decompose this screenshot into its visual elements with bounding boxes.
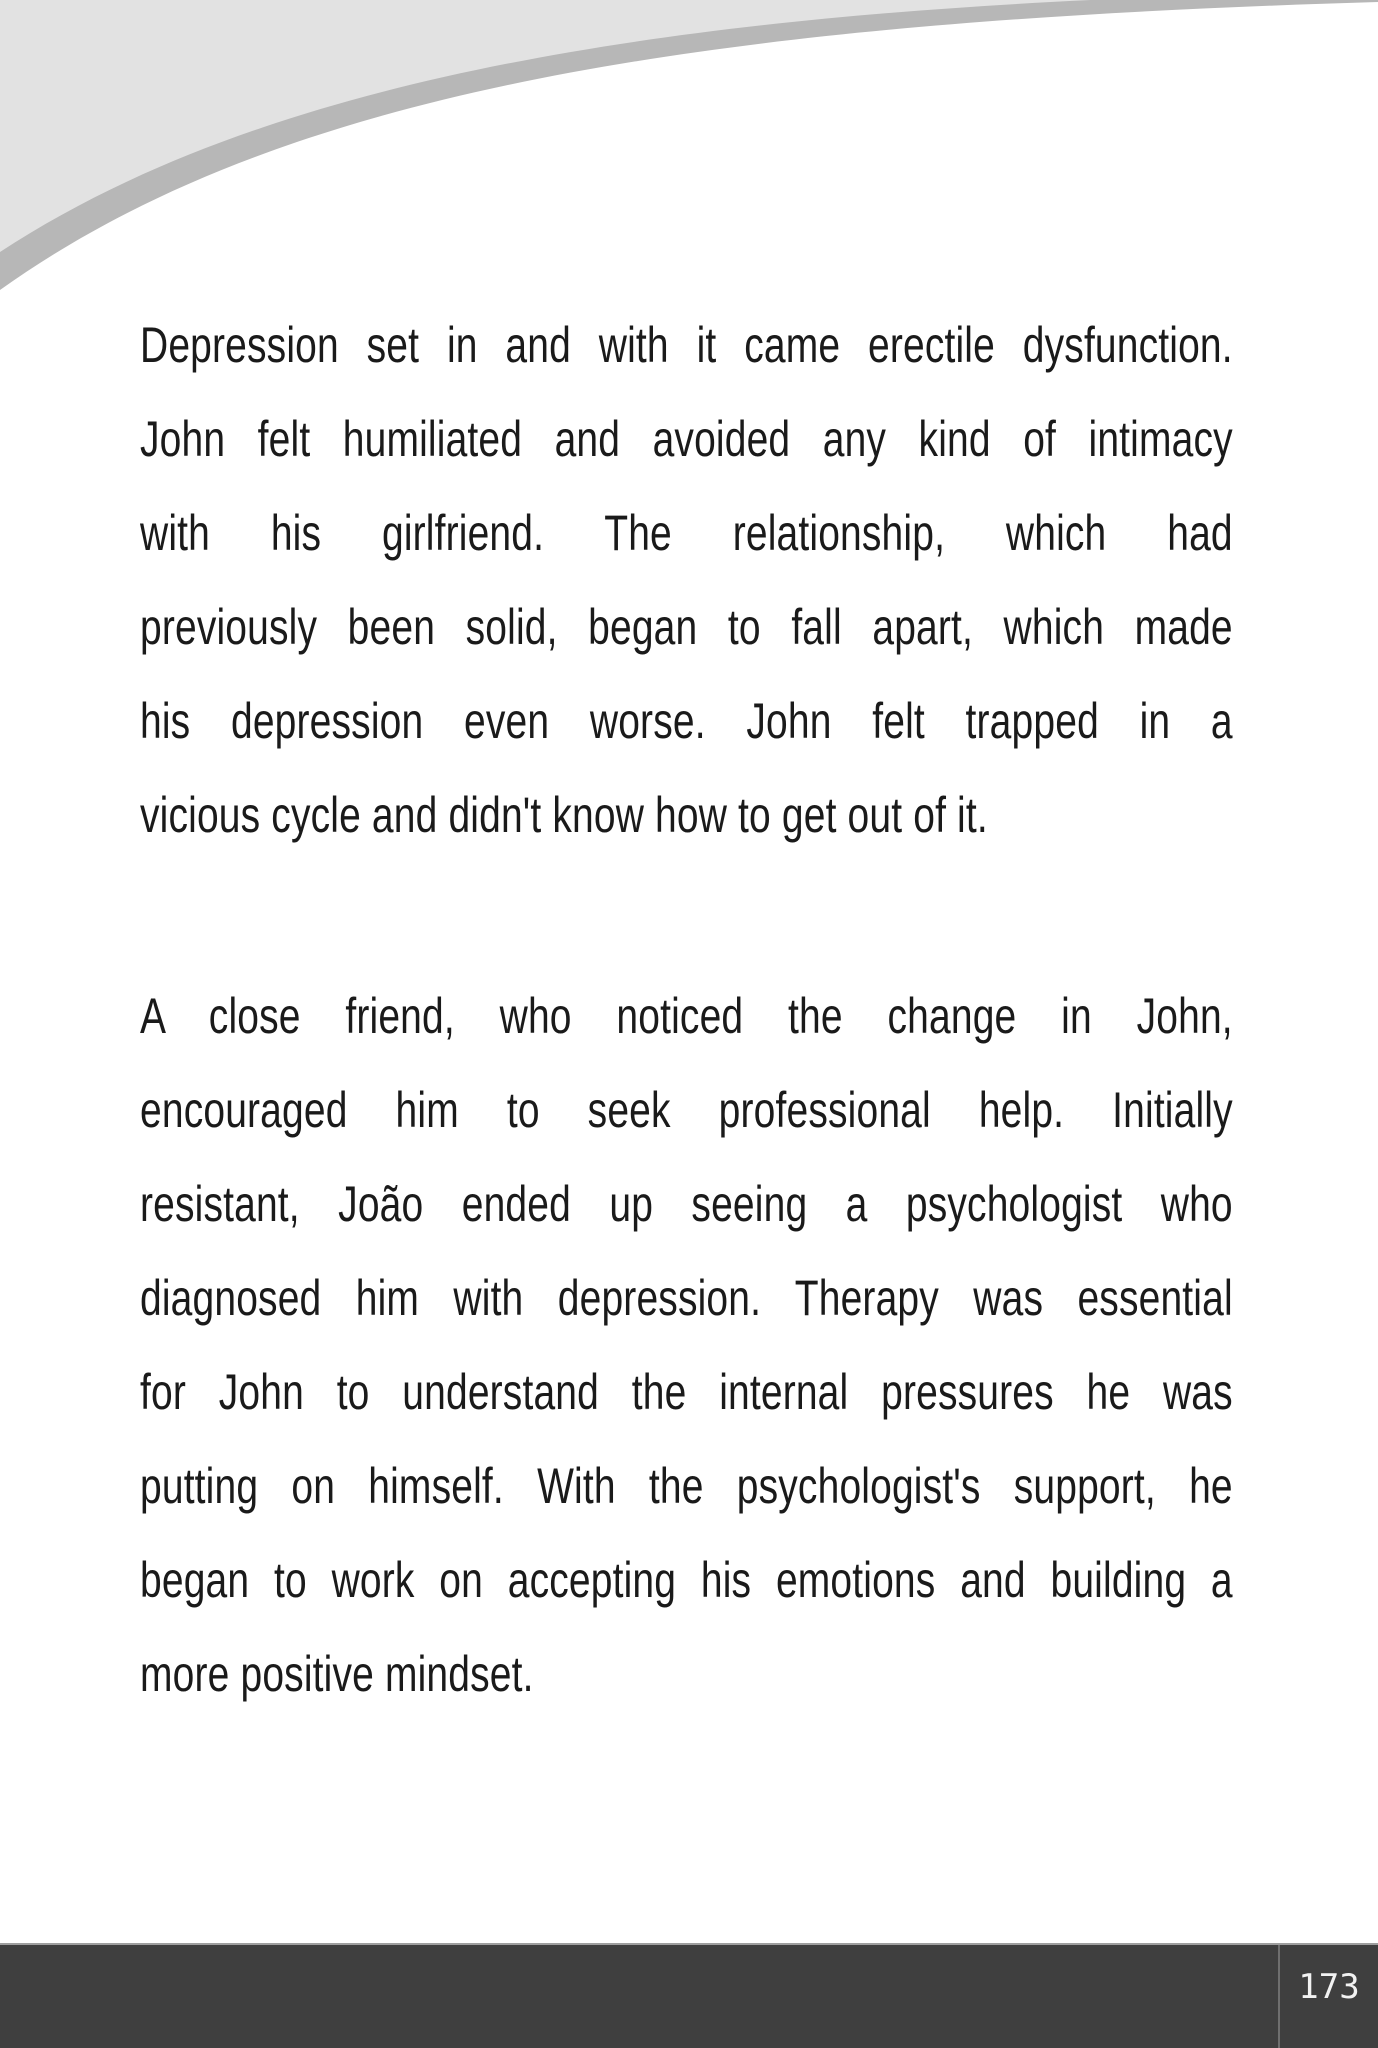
corner-swoosh-graphic bbox=[0, 0, 1378, 300]
text-line: putting on himself. With the psychologist's support, he bbox=[140, 1458, 1233, 1514]
text-line: encouraged him to seek professional help. Initially bbox=[140, 1082, 1233, 1138]
paragraph-2 bbox=[140, 969, 1233, 1721]
footer-bar bbox=[0, 1943, 1378, 2048]
page-number: 173 bbox=[1298, 1966, 1360, 2007]
footer-left-area bbox=[0, 1945, 1278, 2048]
page-number-cell bbox=[1278, 1945, 1378, 2048]
page-text bbox=[140, 298, 1233, 1721]
text-line: his depression even worse. John felt trapped in a bbox=[140, 693, 1233, 749]
text-line: Depression set in and with it came erectile dysfunction. bbox=[140, 317, 1233, 373]
text-line: for John to understand the internal pressures he was bbox=[140, 1364, 1233, 1420]
text-line: with his girlfriend. The relationship, which had bbox=[140, 505, 1233, 561]
text-line: diagnosed him with depression. Therapy was essential bbox=[140, 1270, 1233, 1326]
text-line: began to work on accepting his emotions and building a bbox=[140, 1552, 1233, 1608]
swoosh-light-shape bbox=[0, 0, 1250, 252]
text-line: previously been solid, began to fall apart, which made bbox=[140, 599, 1233, 655]
text-line: vicious cycle and didn't know how to get out of it. bbox=[140, 787, 988, 843]
text-line: resistant, João ended up seeing a psychologist who bbox=[140, 1176, 1233, 1232]
text-line: A close friend, who noticed the change in John, bbox=[140, 988, 1233, 1044]
paragraph-1 bbox=[140, 298, 1233, 862]
text-line: John felt humiliated and avoided any kind of intimacy bbox=[140, 411, 1233, 467]
text-line: more positive mindset. bbox=[140, 1646, 534, 1702]
